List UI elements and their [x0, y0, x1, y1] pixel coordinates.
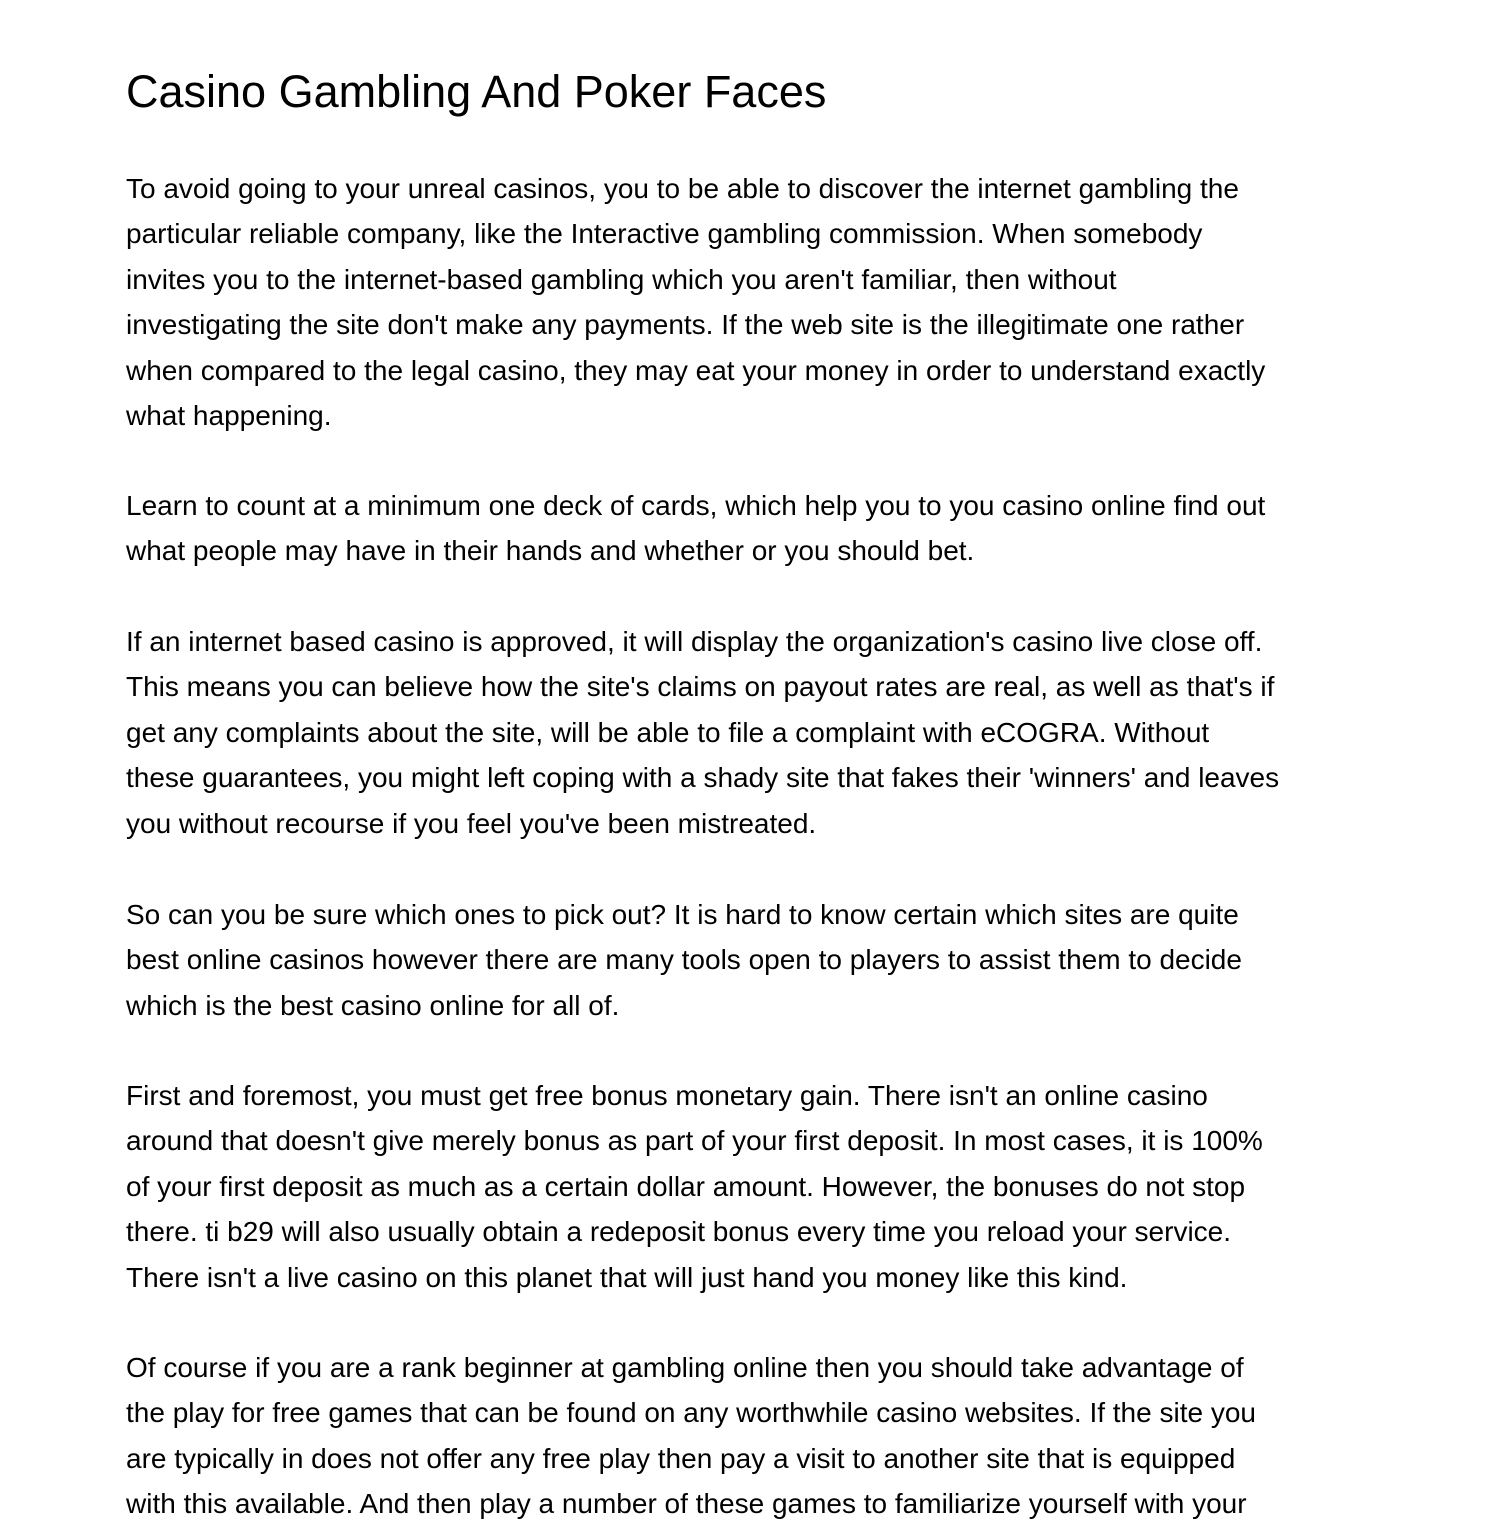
- text-line: particular reliable company, like the Interactive gambling commission. When somebody: [126, 218, 1203, 250]
- text-line: these guarantees, you might left coping with a shady site that fakes their 'winners' and leaves: [126, 762, 1280, 794]
- text-line: are typically in does not offer any free play then pay a visit to another site that is equipped: [126, 1442, 1236, 1474]
- text-line: with this available. And then play a number of these games to familiarize yourself with your: [126, 1488, 1247, 1520]
- text-line: which is the best casino online for all of.: [126, 989, 620, 1021]
- text-line: investigating the site don't make any payments. If the web site is the illegitimate one rather: [126, 309, 1245, 341]
- text-line: get any complaints about the site, will be able to file a complaint with eCOGRA. Without: [126, 716, 1210, 748]
- text-line: This means you can believe how the site's claims on payout rates are real, as well as that's if: [126, 671, 1275, 703]
- text-line: To avoid going to your unreal casinos, you to be able to discover the internet gambling the: [126, 173, 1239, 204]
- text-line: of your first deposit as much as a certain dollar amount. However, the bonuses do not stop: [126, 1170, 1246, 1202]
- paragraph-4: [126, 892, 1242, 1028]
- text-line: So can you be sure which ones to pick out? It is hard to know certain which sites are quite: [126, 899, 1239, 930]
- text-line: around that doesn't give merely bonus as part of your first deposit. In most cases, it is 100%: [126, 1125, 1263, 1157]
- paragraph-5: [126, 1073, 1263, 1300]
- text-line: you without recourse if you feel you've been mistreated.: [126, 807, 817, 839]
- document-title: Casino Gambling And Poker Faces: [126, 66, 827, 117]
- text-line: the play for free games that can be found on any worthwhile casino websites. If the site you: [126, 1397, 1256, 1429]
- text-line: invites you to the internet-based gambling which you aren't familiar, then without: [126, 263, 1117, 295]
- text-line: If an internet based casino is approved, it will display the organization's casino live close off.: [126, 626, 1263, 657]
- text-line: when compared to the legal casino, they may eat your money in order to understand exactly: [126, 354, 1266, 386]
- paragraph-6: [126, 1345, 1256, 1527]
- paragraph-1: [126, 166, 1265, 438]
- text-line: There isn't a live casino on this planet that will just hand you money like this kind.: [126, 1261, 1128, 1293]
- text-line: there. ti b29 will also usually obtain a redeposit bonus every time you reload your service.: [126, 1216, 1232, 1248]
- text-line: what happening.: [126, 399, 332, 431]
- paragraph-3: [126, 619, 1279, 846]
- text-line: First and foremost, you must get free bonus monetary gain. There isn't an online casino: [126, 1080, 1208, 1111]
- paragraph-2: [126, 483, 1265, 574]
- text-line: best online casinos however there are many tools open to players to assist them to decide: [126, 944, 1242, 976]
- text-line: Of course if you are a rank beginner at gambling online then you should take advantage of: [126, 1352, 1244, 1383]
- text-line: Learn to count at a minimum one deck of cards, which help you to you casino online find out: [126, 490, 1266, 521]
- text-line: what people may have in their hands and whether or you should bet.: [126, 535, 975, 567]
